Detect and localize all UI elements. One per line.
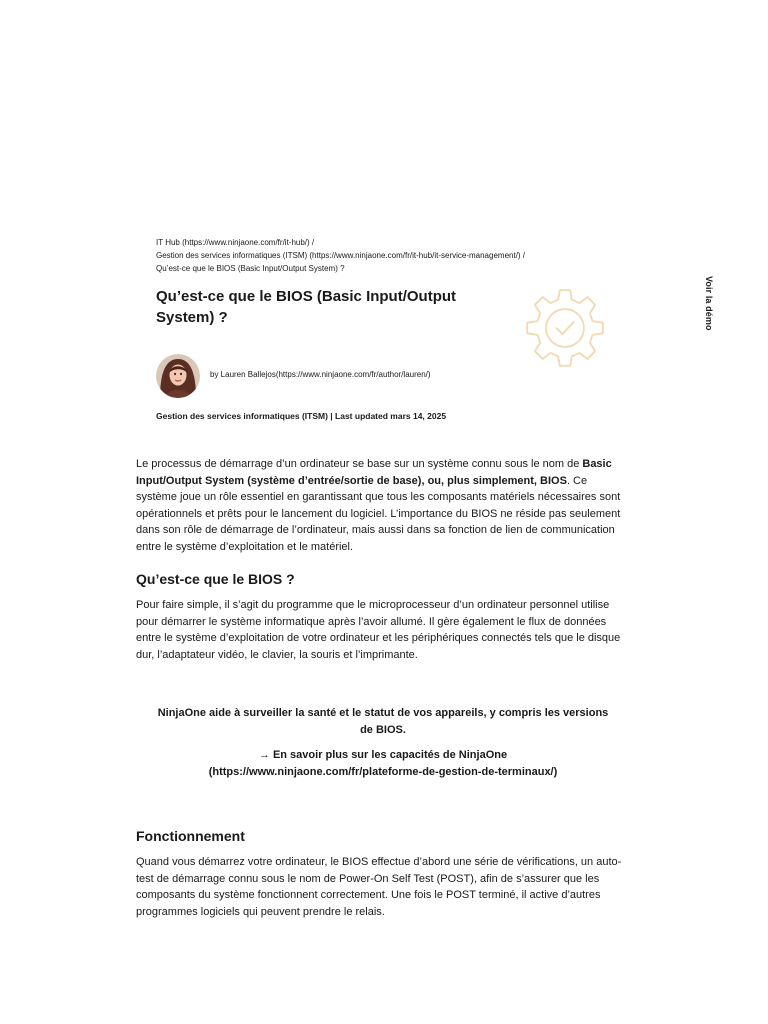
author-link[interactable]: by Lauren Ballejos(https://www.ninjaone.com/fr/author/lauren/) — [210, 370, 431, 379]
demo-side-tab[interactable]: Voir la démo — [704, 276, 714, 331]
section-body-how-it-works: Quand vous démarrez votre ordinateur, le BIOS effectue d’abord une série de vérifications, un auto-test de démarrage connu sous le nom de Power-On Self Test (POST), afin de s’assurer que les composants du système fonctionnent correctement. Une fois le POST terminé, il active d’autres programmes logiciels qui peuvent prendre le relais. — [136, 856, 622, 918]
breadcrumb-it-hub[interactable]: IT Hub (https://www.ninjaone.com/fr/it-hub/) / — [156, 238, 315, 247]
section-heading-what-is-bios: Qu’est-ce que le BIOS ? — [136, 571, 295, 587]
intro-text-2: . Ce système joue un rôle essentiel en garantissant que tous les composants matériels nécessaires sont opérationnels et prêts pour le lancement du logiciel. L’importance du BIOS ne réside pas seulement dans son rôle de démarrage de l’ordinateur, mais aussi dans sa fonction de lien de communication entre le système d’exploitation et le matériel. — [136, 474, 621, 553]
article-meta: Gestion des services informatiques (ITSM) | Last updated mars 14, 2025 — [156, 411, 447, 421]
page-title: Qu’est-ce que le BIOS (Basic Input/Output System) ? — [156, 288, 457, 326]
avatar-portrait-icon — [156, 354, 200, 398]
section-body-what-is-bios: Pour faire simple, il s’agit du programme que le microprocesseur d’un ordinateur personnel utilise pour démarrer le système informatique après l’avoir allumé. Il gère également le flux de données entre le système d’exploitation de votre ordinateur et les périphériques connectés tels que le disque dur, l’adaptateur vidéo, le clavier, la souris et l’imprimante. — [136, 599, 621, 661]
author-avatar — [156, 354, 200, 398]
section-heading-how-it-works: Fonctionnement — [136, 828, 245, 844]
gear-check-icon — [522, 285, 608, 371]
intro-bold-term: Basic Input/Output System (système d’entrée/sortie de base), ou, plus simplement, BIOS — [136, 458, 612, 487]
callout-link[interactable]: → En savoir plus sur les capacités de NinjaOne (https://www.ninjaone.com/fr/plateforme-de-gestion-de-terminaux/) — [208, 749, 558, 778]
article-body — [136, 456, 630, 920]
intro-text-1: Le processus de démarrage d’un ordinateur se base sur un système connu sous le nom de — [136, 458, 583, 470]
promo-callout — [136, 705, 630, 780]
breadcrumb-current: Qu’est-ce que le BIOS (Basic Input/Output System) ? — [156, 264, 345, 273]
intro-paragraph — [136, 456, 630, 555]
callout-text: NinjaOne aide à surveiller la santé et le statut de vos appareils, y compris les versions de BIOS. — [157, 707, 609, 736]
breadcrumb-itsm[interactable]: Gestion des services informatiques (ITSM) (https://www.ninjaone.com/fr/it-hub/it-service-management/) / — [156, 251, 526, 260]
breadcrumb — [156, 236, 626, 275]
